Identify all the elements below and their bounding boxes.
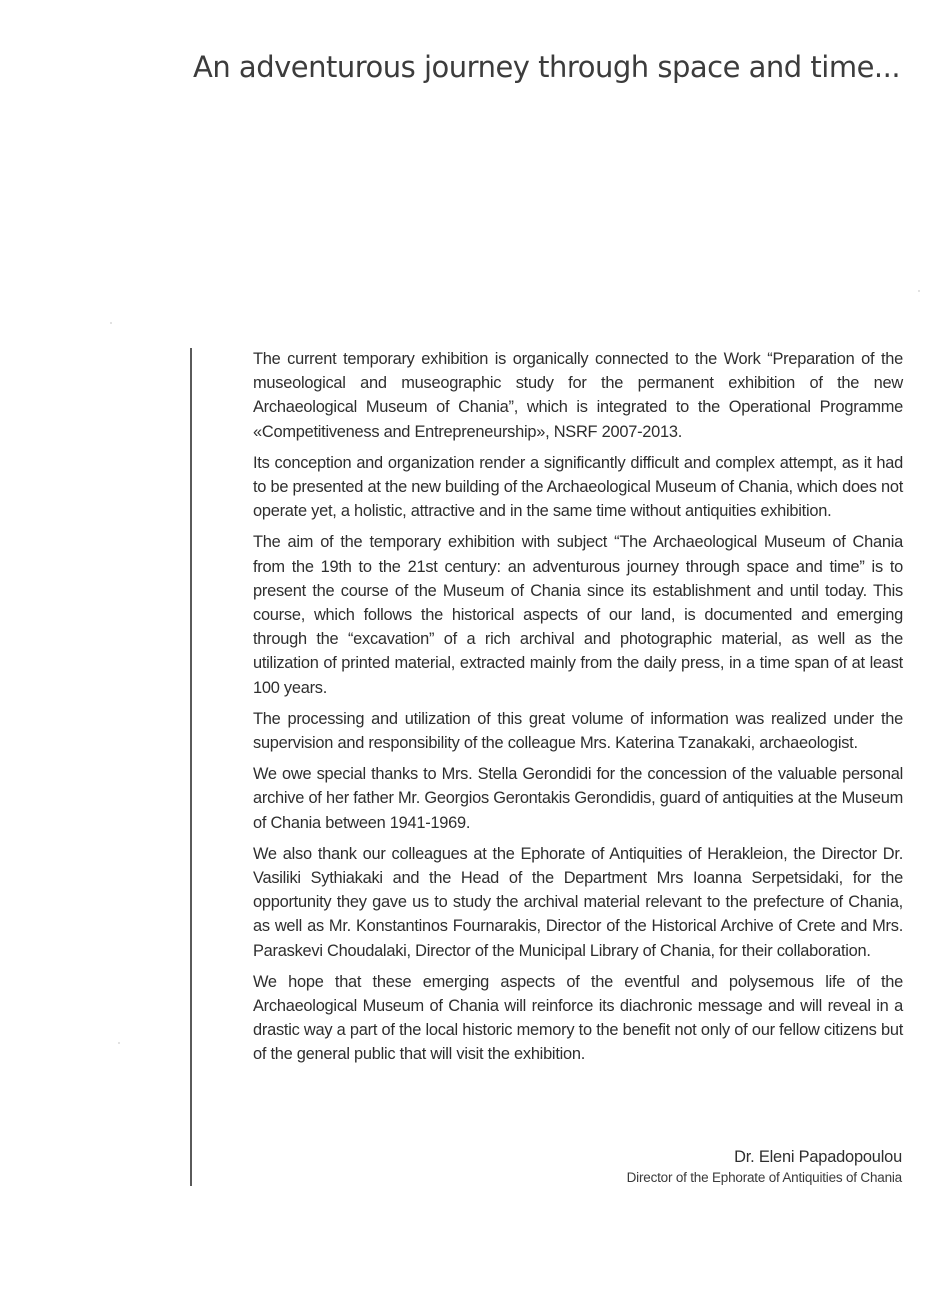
scan-speck <box>918 290 920 292</box>
paragraph: The aim of the temporary exhibition with subject “The Archaeological Museum of Chania from the 19th to the 21st century: an adventurous journey through space and time” is to present the course of the Museum of Chania since its establishment and until today. This course, which follows the historical aspects of our land, is documented and emerging through the “excavation” of a rich archival and photographic material, as well as the utilization of printed material, extracted mainly from the daily press, in a time span of at least 100 years. <box>253 533 903 697</box>
scan-speck <box>110 322 112 324</box>
body-text <box>253 347 903 1074</box>
paragraph: We hope that these emerging aspects of the eventful and polysemous life of the Archaeological Museum of Chania will reinforce its diachronic message and will reveal in a drastic way a part of the local historic memory to the benefit not only of our fellow citizens but of the general public that will visit the exhibition. <box>253 972 903 1064</box>
vertical-rule <box>190 348 192 1186</box>
scan-speck <box>118 1042 120 1044</box>
paragraph: The current temporary exhibition is organically connected to the Work “Preparation of the museological and museographic study for the permanent exhibition of the new Archaeological Museum of Chania”, which is integrated to the Operational Programme «Competitiveness and Entrepreneurship», NSRF 2007-2013. <box>253 350 903 441</box>
paragraph: The processing and utilization of this great volume of information was realized under the supervision and responsibility of the colleague Mrs. Katerina Tzanakaki, archaeologist. <box>253 709 903 753</box>
signature-name: Dr. Eleni Papadopoulou <box>734 1148 902 1166</box>
signature-block <box>502 1146 902 1188</box>
page-title: An adventurous journey through space and time... <box>193 50 901 84</box>
paragraph: We also thank our colleagues at the Ephorate of Antiquities of Herakleion, the Director Dr. Vasiliki Sythiakaki and the Head of the Department Mrs Ioanna Serpetsidaki, for the opportunity they gave us to study the archival material relevant to the prefecture of Chania, as well as Mr. Konstantinos Fournarakis, Director of the Historical Archive of Crete and Mrs. Paraskevi Choudalaki, Director of the Municipal Library of Chania, for their collaboration. <box>253 844 903 960</box>
signature-role: Director of the Ephorate of Antiquities of Chania <box>626 1170 902 1185</box>
paragraph: We owe special thanks to Mrs. Stella Gerondidi for the concession of the valuable personal archive of her father Mr. Georgios Gerontakis Gerondidis, guard of antiquities at the Museum of Chania between 1941-1969. <box>253 765 903 832</box>
paragraph: Its conception and organization render a significantly difficult and complex attempt, as it had to be presented at the new building of the Archaeological Museum of Chania, which does not operate yet, a holistic, attractive and in the same time without antiquities exhibition. <box>253 453 903 521</box>
